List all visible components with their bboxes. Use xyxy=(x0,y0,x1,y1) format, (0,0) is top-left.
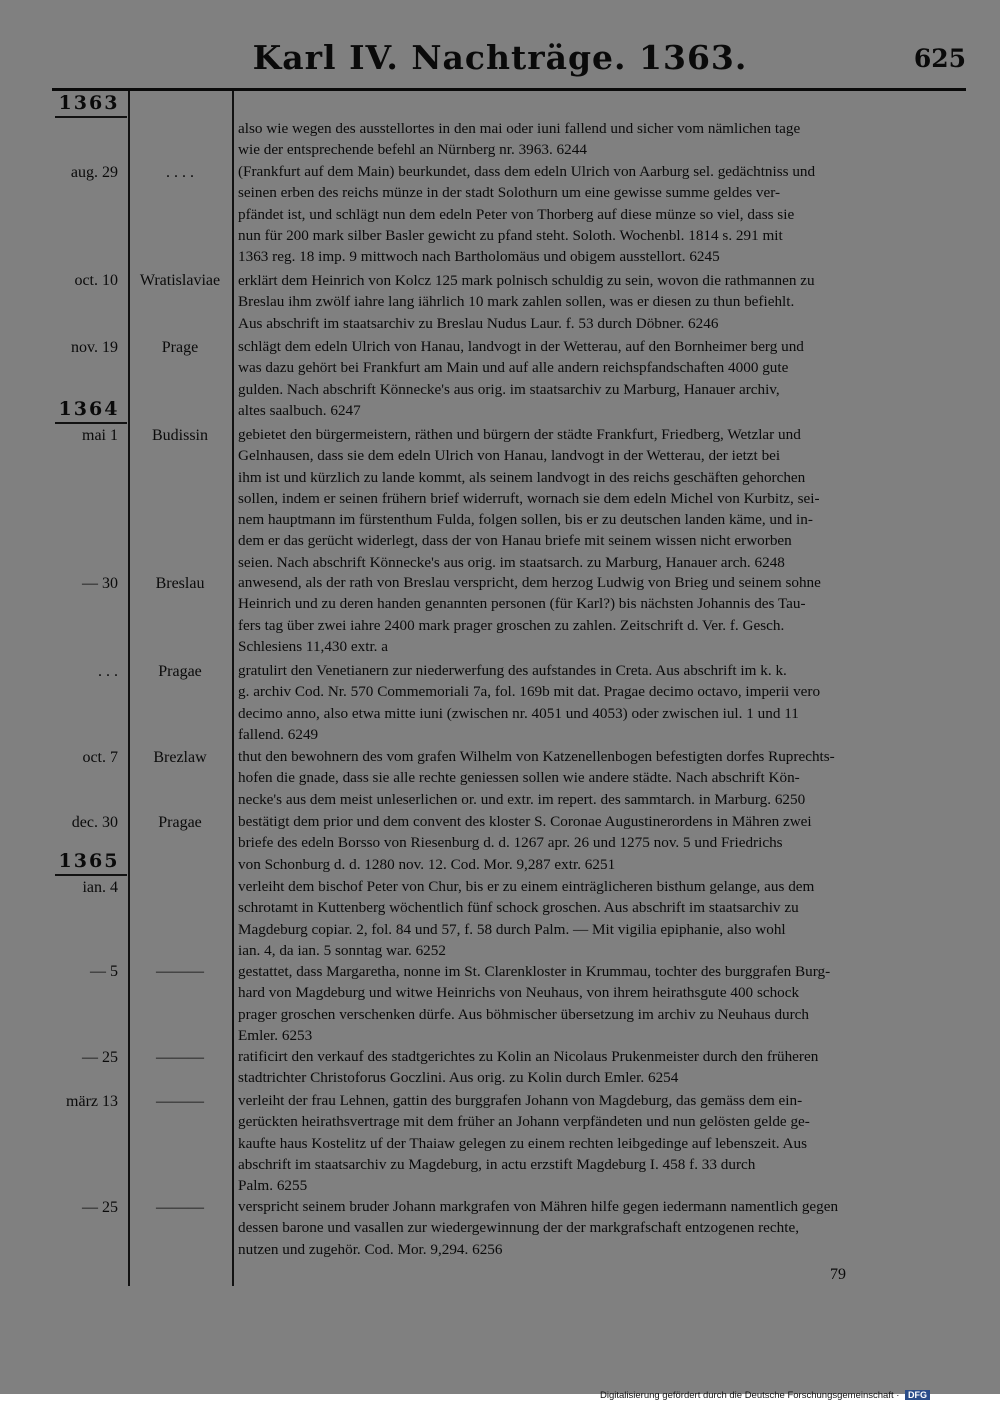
year-heading: 1364 xyxy=(58,398,120,420)
entry-place: Pragae xyxy=(158,814,202,831)
entry-text: verleiht dem bischof Peter von Chur, bis er zu einem einträglicheren bisthum gelange, aus dem schrotamt in Kuttenberg wöchentlich fünf schock groschen. Aus abschrift im staatsarchiv zu Magdeburg copiar. 2, fol. 84 und 57, f. 58 durch Palm. — Mit vigilia epiphanie, also wohl ian. 4, da ian. 5 sonntag war. 6252 xyxy=(238,878,815,959)
entry-text: bestätigt dem prior und dem convent des kloster S. Coronae Augustinerordens in Mähren zwei briefe des edeln Borsso von Riesenburg d. d. 1267 apr. 26 und 1275 nov. 5 und Friedrichs von Schonburg d. d. 1280 nov. 12. Cod. Mor. 9,287 extr. 6251 xyxy=(238,813,812,873)
entry-text: also wie wegen des ausstellortes in den mai oder iuni fallend und sicher vom nämlichen tage wie der entsprechende befehl an Nürnberg nr. 3963. 6244 xyxy=(238,120,801,159)
year-heading: 1363 xyxy=(58,92,120,114)
entry-date: — 25 xyxy=(82,1049,118,1066)
entry-place: ——— xyxy=(156,1049,204,1066)
year-rule xyxy=(55,422,127,424)
entry-date: — 25 xyxy=(82,1199,118,1216)
entry-date: mai 1 xyxy=(82,427,118,444)
year-heading: 1365 xyxy=(58,850,120,872)
entry-date: dec. 30 xyxy=(71,814,118,831)
entry-place: Prage xyxy=(161,339,199,356)
entry-text: gestattet, dass Margaretha, nonne im St. Clarenkloster in Krummau, tochter des burggrafen Burg- hard von Magdeburg und witwe Heinrichs von Neuhaus, von ihrem heirathsgute 400 schock prager groschen verschenken dürfe. Aus böhmischer übersetzung im archiv zu Neuhaus durch Emler. 6253 xyxy=(238,963,831,1044)
entry-place: . . . . xyxy=(166,164,194,181)
entry-place: Pragae xyxy=(158,663,202,680)
entry-text: verleiht der frau Lehnen, gattin des burggrafen Johann von Magdeburg, das gemäss dem ein- gerückten heirathsvertrage mit dem früher an Johann verpfändeten und nun gelösten gelde ge- kaufte haus Kostelitz uf der Thaiaw gelegen zu einem rechten leibgedinge auf lebenszeit. Aus abschrift im staatsarchiv zu Magdeburg, in actu erzstift Magdeburg I. 458 f. 33 durch Palm. 6255 xyxy=(238,1092,810,1195)
entry-text: thut den bewohnern des vom grafen Wilhelm von Katzenellenbogen befestigten dorfes Ruprechts- hofen die gnade, dass sie alle rechte geniessen sollen wie andere städte. Nach abschrift Kön- necke's aus dem meist unleserlichen or. und extr. im repert. des sammtarch. in Marburg. 6250 xyxy=(238,748,835,808)
entry-date: . . . xyxy=(98,663,118,680)
entry-date: oct. 7 xyxy=(82,749,118,766)
entry-place: ——— xyxy=(156,1093,204,1110)
column-divider xyxy=(232,91,234,1286)
year-rule xyxy=(55,116,127,118)
entry-date: — 30 xyxy=(82,575,118,592)
entry-date: nov. 19 xyxy=(71,339,118,356)
entry-text: gebietet den bürgermeistern, räthen und bürgern der städte Frankfurt, Friedberg, Wetzlar und Gelnhausen, dass sie dem edeln Ulrich von Hanau, landvogt in der Wetterau, der ietzt bei ihm ist und kürzlich zu lande kommt, als seinem landvogt in des reichs geschäften gehorchen sollen, indem er seinen frühern brief widerruft, wornach sie dem edeln Michel von Kurbitz, sei- nem hauptmann im fürstenthum Fulda, folgen sollen, bis er zu deutschen landen käme, und in- dem er das gerücht widerlegt, dass der von Hanau briefe mit seinem wissen nicht erworben seien. Nach abschrift Könnecke's aus orig. im staatsarch. zu Marburg, Hanauer arch. 6248 xyxy=(238,426,820,571)
entry-date: aug. 29 xyxy=(70,164,118,181)
entry-text: verspricht seinem bruder Johann markgrafen von Mähren hilfe gegen iedermann namentlich gegen dessen barone und vasallen zur wiedergewinnung der der markgrafschaft entzogenen rechte, nutzen und zugehör. Cod. Mor. 9,294. 6256 xyxy=(238,1198,839,1258)
entry-date: ian. 4 xyxy=(82,879,118,896)
entry-text: anwesend, als der rath von Breslau verspricht, dem herzog Ludwig von Brieg und seinem sohne Heinrich und zu deren handen genannten personen (für Karl?) bis nächsten Johannis des Tau- fers tag über zwei iahre 2400 mark prager groschen zu zahlen. Zeitschrift d. Ver. f. Gesch. Schlesiens 11,430 extr. a xyxy=(238,574,821,655)
entry-date: — 5 xyxy=(90,963,118,980)
footer-credit xyxy=(600,1390,930,1401)
entry-place: Wratislaviae xyxy=(139,272,221,289)
entry-place: ——— xyxy=(156,1199,204,1216)
dfg-logo: DFG xyxy=(905,1390,930,1400)
entry-date: märz 13 xyxy=(66,1093,118,1110)
entry-text: gratulirt den Venetianern zur niederwerfung des aufstandes in Creta. Aus abschrift im k. k. g. archiv Cod. Nr. 570 Commemoriali 7a, fol. 169b mit dat. Pragae decimo octavo, imperii vero decimo anno, also etwa mitte iuni (zwischen nr. 4051 und 4053) oder zwischen iul. 1 und 11 fallend. 6249 xyxy=(238,662,821,743)
entry-date: oct. 10 xyxy=(74,272,118,289)
entry-text: erklärt dem Heinrich von Kolcz 125 mark polnisch schuldig zu sein, wovon die rathmannen zu Breslau ihm zwölf iahre lang iährlich 10 mark zahlen sollen, was er diesen zu thun befiehlt. Aus abschrift im staatsarchiv zu Breslau Nudus Laur. f. 53 durch Döbner. 6246 xyxy=(238,272,815,332)
entry-place: ——— xyxy=(156,963,204,980)
entry-text: (Frankfurt auf dem Main) beurkundet, dass dem edeln Ulrich von Aarburg sel. gedächtniss und seinen erben des reichs münze in der stadt Solothurn um eine gewisse summe geldes ver- pfändet ist, und schlägt nun dem edeln Peter von Thorberg auf diese münze so viel, dass sie nun für 200 mark silber Basler gewicht zu pfand steht. Soloth. Wochenbl. 1814 s. 291 mit 1363 reg. 18 imp. 9 mittwoch nach Bartholomäus und obigem ausstellort. 6245 xyxy=(238,163,816,266)
year-rule xyxy=(55,874,127,876)
entry-text: ratificirt den verkauf des stadtgerichtes zu Kolin an Nicolaus Prukenmeister durch den früheren stadtrichter Christoforus Goczlini. Aus orig. zu Kolin durch Emler. 6254 xyxy=(238,1048,819,1087)
page-number: 625 xyxy=(913,44,966,73)
signature-mark: 79 xyxy=(830,1266,846,1283)
entry-text: schlägt dem edeln Ulrich von Hanau, landvogt in der Wetterau, auf den Bornheimer berg und was dazu gehört bei Frankfurt am Main und auf alle andern reichspfandschaften 4000 gute gulden. Nach abschrift Könnecke's aus orig. im staatsarchiv zu Marburg, Hanauer archiv, altes saalbuch. 6247 xyxy=(238,338,804,419)
entry-place: Budissin xyxy=(151,427,208,444)
footer-text: Digitalisierung gefördert durch die Deutsche Forschungsgemeinschaft · xyxy=(600,1390,900,1401)
entry-place: Breslau xyxy=(155,575,205,592)
header-rule xyxy=(52,88,966,91)
page-title: Karl IV. Nachträge. 1363. xyxy=(252,38,748,77)
entry-place: Brezlaw xyxy=(153,749,207,766)
